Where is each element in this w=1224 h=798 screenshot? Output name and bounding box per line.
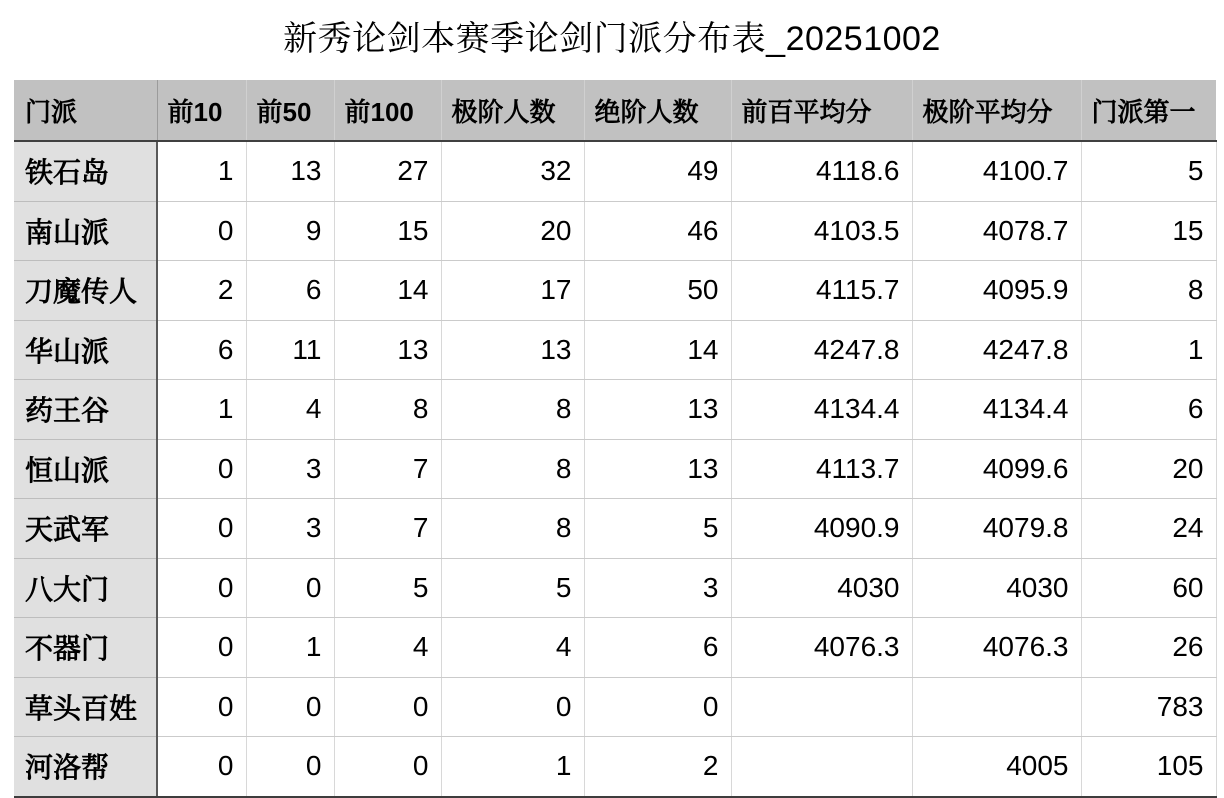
value-cell: 4134.4 xyxy=(731,380,912,440)
value-cell: 4078.7 xyxy=(912,201,1081,261)
table-row xyxy=(14,677,1216,737)
value-cell: 4113.7 xyxy=(731,439,912,499)
value-cell: 4030 xyxy=(731,558,912,618)
value-cell: 8 xyxy=(441,499,584,559)
value-cell: 20 xyxy=(1081,439,1216,499)
value-cell: 3 xyxy=(584,558,731,618)
value-cell: 1 xyxy=(157,380,246,440)
table-row xyxy=(14,380,1216,440)
value-cell: 5 xyxy=(334,558,441,618)
value-cell: 49 xyxy=(584,141,731,201)
value-cell: 1 xyxy=(1081,320,1216,380)
value-cell: 0 xyxy=(246,737,334,797)
value-cell: 13 xyxy=(246,141,334,201)
table-row xyxy=(14,499,1216,559)
value-cell: 0 xyxy=(157,618,246,678)
sect-name-cell: 八大门 xyxy=(14,558,157,618)
value-cell: 783 xyxy=(1081,677,1216,737)
value-cell: 7 xyxy=(334,439,441,499)
value-cell: 0 xyxy=(157,558,246,618)
value-cell: 13 xyxy=(441,320,584,380)
value-cell: 8 xyxy=(1081,261,1216,321)
value-cell: 0 xyxy=(157,439,246,499)
value-cell: 0 xyxy=(334,677,441,737)
value-cell: 4079.8 xyxy=(912,499,1081,559)
value-cell: 14 xyxy=(584,320,731,380)
value-cell: 4030 xyxy=(912,558,1081,618)
value-cell: 5 xyxy=(584,499,731,559)
table-header xyxy=(14,80,1216,141)
value-cell: 4090.9 xyxy=(731,499,912,559)
value-cell: 13 xyxy=(584,439,731,499)
value-cell xyxy=(731,737,912,797)
sect-name-cell: 不器门 xyxy=(14,618,157,678)
column-header: 前百平均分 xyxy=(731,80,912,141)
table-row xyxy=(14,141,1216,201)
value-cell: 4 xyxy=(334,618,441,678)
value-cell: 0 xyxy=(157,737,246,797)
value-cell: 0 xyxy=(334,737,441,797)
sect-name-cell: 草头百姓 xyxy=(14,677,157,737)
table-row xyxy=(14,737,1216,797)
value-cell: 4 xyxy=(246,380,334,440)
value-cell: 1 xyxy=(157,141,246,201)
value-cell: 9 xyxy=(246,201,334,261)
value-cell: 50 xyxy=(584,261,731,321)
value-cell: 4 xyxy=(441,618,584,678)
value-cell: 4118.6 xyxy=(731,141,912,201)
value-cell: 11 xyxy=(246,320,334,380)
column-header: 前50 xyxy=(246,80,334,141)
value-cell: 24 xyxy=(1081,499,1216,559)
value-cell: 105 xyxy=(1081,737,1216,797)
value-cell xyxy=(912,677,1081,737)
sect-name-cell: 天武军 xyxy=(14,499,157,559)
page-title: 新秀论剑本赛季论剑门派分布表_20251002 xyxy=(283,20,941,58)
value-cell: 2 xyxy=(584,737,731,797)
value-cell: 4076.3 xyxy=(731,618,912,678)
value-cell: 0 xyxy=(246,558,334,618)
value-cell: 26 xyxy=(1081,618,1216,678)
sect-name-cell: 药王谷 xyxy=(14,380,157,440)
column-header: 极阶人数 xyxy=(441,80,584,141)
value-cell: 8 xyxy=(441,380,584,440)
sect-name-cell: 刀魔传人 xyxy=(14,261,157,321)
sect-name-cell: 华山派 xyxy=(14,320,157,380)
value-cell: 6 xyxy=(246,261,334,321)
value-cell: 60 xyxy=(1081,558,1216,618)
value-cell: 4076.3 xyxy=(912,618,1081,678)
value-cell: 0 xyxy=(157,499,246,559)
value-cell: 8 xyxy=(334,380,441,440)
value-cell: 46 xyxy=(584,201,731,261)
value-cell: 32 xyxy=(441,141,584,201)
value-cell: 15 xyxy=(1081,201,1216,261)
value-cell: 13 xyxy=(584,380,731,440)
column-header: 绝阶人数 xyxy=(584,80,731,141)
table-row xyxy=(14,201,1216,261)
value-cell: 4134.4 xyxy=(912,380,1081,440)
value-cell: 8 xyxy=(441,439,584,499)
column-header: 门派第一 xyxy=(1081,80,1216,141)
sect-name-cell: 河洛帮 xyxy=(14,737,157,797)
value-cell: 4115.7 xyxy=(731,261,912,321)
value-cell xyxy=(731,677,912,737)
table-body xyxy=(14,141,1216,797)
value-cell: 1 xyxy=(246,618,334,678)
value-cell: 27 xyxy=(334,141,441,201)
value-cell: 17 xyxy=(441,261,584,321)
value-cell: 6 xyxy=(584,618,731,678)
value-cell: 3 xyxy=(246,499,334,559)
value-cell: 20 xyxy=(441,201,584,261)
column-header: 前100 xyxy=(334,80,441,141)
value-cell: 0 xyxy=(157,201,246,261)
table-row xyxy=(14,320,1216,380)
column-header: 门派 xyxy=(14,80,157,141)
header-row xyxy=(14,80,1216,141)
value-cell: 5 xyxy=(441,558,584,618)
value-cell: 4005 xyxy=(912,737,1081,797)
table-row xyxy=(14,261,1216,321)
value-cell: 2 xyxy=(157,261,246,321)
value-cell: 0 xyxy=(246,677,334,737)
value-cell: 4247.8 xyxy=(912,320,1081,380)
column-header: 前10 xyxy=(157,80,246,141)
value-cell: 6 xyxy=(1081,380,1216,440)
value-cell: 4100.7 xyxy=(912,141,1081,201)
table-row xyxy=(14,558,1216,618)
value-cell: 1 xyxy=(441,737,584,797)
value-cell: 4103.5 xyxy=(731,201,912,261)
value-cell: 14 xyxy=(334,261,441,321)
value-cell: 13 xyxy=(334,320,441,380)
sect-name-cell: 恒山派 xyxy=(14,439,157,499)
value-cell: 4099.6 xyxy=(912,439,1081,499)
value-cell: 0 xyxy=(157,677,246,737)
sect-name-cell: 南山派 xyxy=(14,201,157,261)
value-cell: 4247.8 xyxy=(731,320,912,380)
value-cell: 3 xyxy=(246,439,334,499)
table-row xyxy=(14,439,1216,499)
value-cell: 5 xyxy=(1081,141,1216,201)
value-cell: 15 xyxy=(334,201,441,261)
value-cell: 4095.9 xyxy=(912,261,1081,321)
column-header: 极阶平均分 xyxy=(912,80,1081,141)
value-cell: 0 xyxy=(584,677,731,737)
sect-table xyxy=(14,80,1217,798)
table-row xyxy=(14,618,1216,678)
value-cell: 0 xyxy=(441,677,584,737)
sect-name-cell: 铁石岛 xyxy=(14,141,157,201)
value-cell: 7 xyxy=(334,499,441,559)
value-cell: 6 xyxy=(157,320,246,380)
